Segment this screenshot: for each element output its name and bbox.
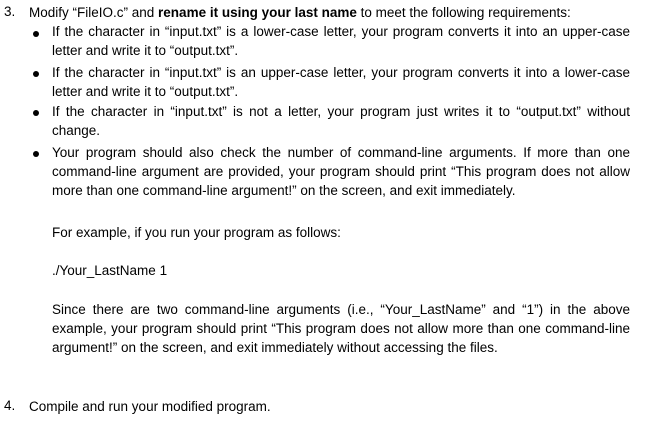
bullet-dot	[33, 31, 39, 37]
requirement-bullet-1: If the character in “input.txt” is a lower-case letter, your program converts it into an upper-case letter and write it to “output.txt”.	[52, 24, 630, 58]
item-3-text-a: Modify “FileIO.c” and	[29, 5, 159, 20]
explanation-paragraph: Since there are two command-line arguments (i.e., “Your_LastName” and “1”) in the above example, your program should print “This program does not allow more than one command-line argument!” on the screen, and exit immediately without accessing the files.	[52, 302, 630, 355]
example-command: ./Your_LastName 1	[52, 263, 168, 278]
item-3-text-b: to meet the following requirements:	[356, 5, 571, 20]
item-3-text-bold: rename it using your last name	[158, 5, 357, 20]
example-intro: For example, if you run your program as follows:	[52, 225, 341, 240]
item-4-number: 4.	[4, 398, 16, 413]
item-3-number: 3.	[4, 4, 16, 19]
bullet-dot	[33, 71, 39, 77]
requirement-bullet-2: If the character in “input.txt” is an upper-case letter, your program converts it into a lower-case letter and write it to “output.txt”.	[52, 65, 630, 99]
bullet-dot	[33, 110, 39, 116]
bullet-dot	[33, 151, 39, 157]
item-3-heading	[29, 4, 571, 22]
requirement-bullet-4: Your program should also check the number of command-line arguments. If more than one command-line argument are provided, your program should print “This program does not allow more than one command-line argument!” on the screen, and exit immediately.	[52, 145, 630, 198]
requirement-bullet-3: If the character in “input.txt” is not a letter, your program just writes it to “output.txt” without change.	[52, 104, 630, 138]
item-4-text: Compile and run your modified program.	[29, 399, 271, 414]
